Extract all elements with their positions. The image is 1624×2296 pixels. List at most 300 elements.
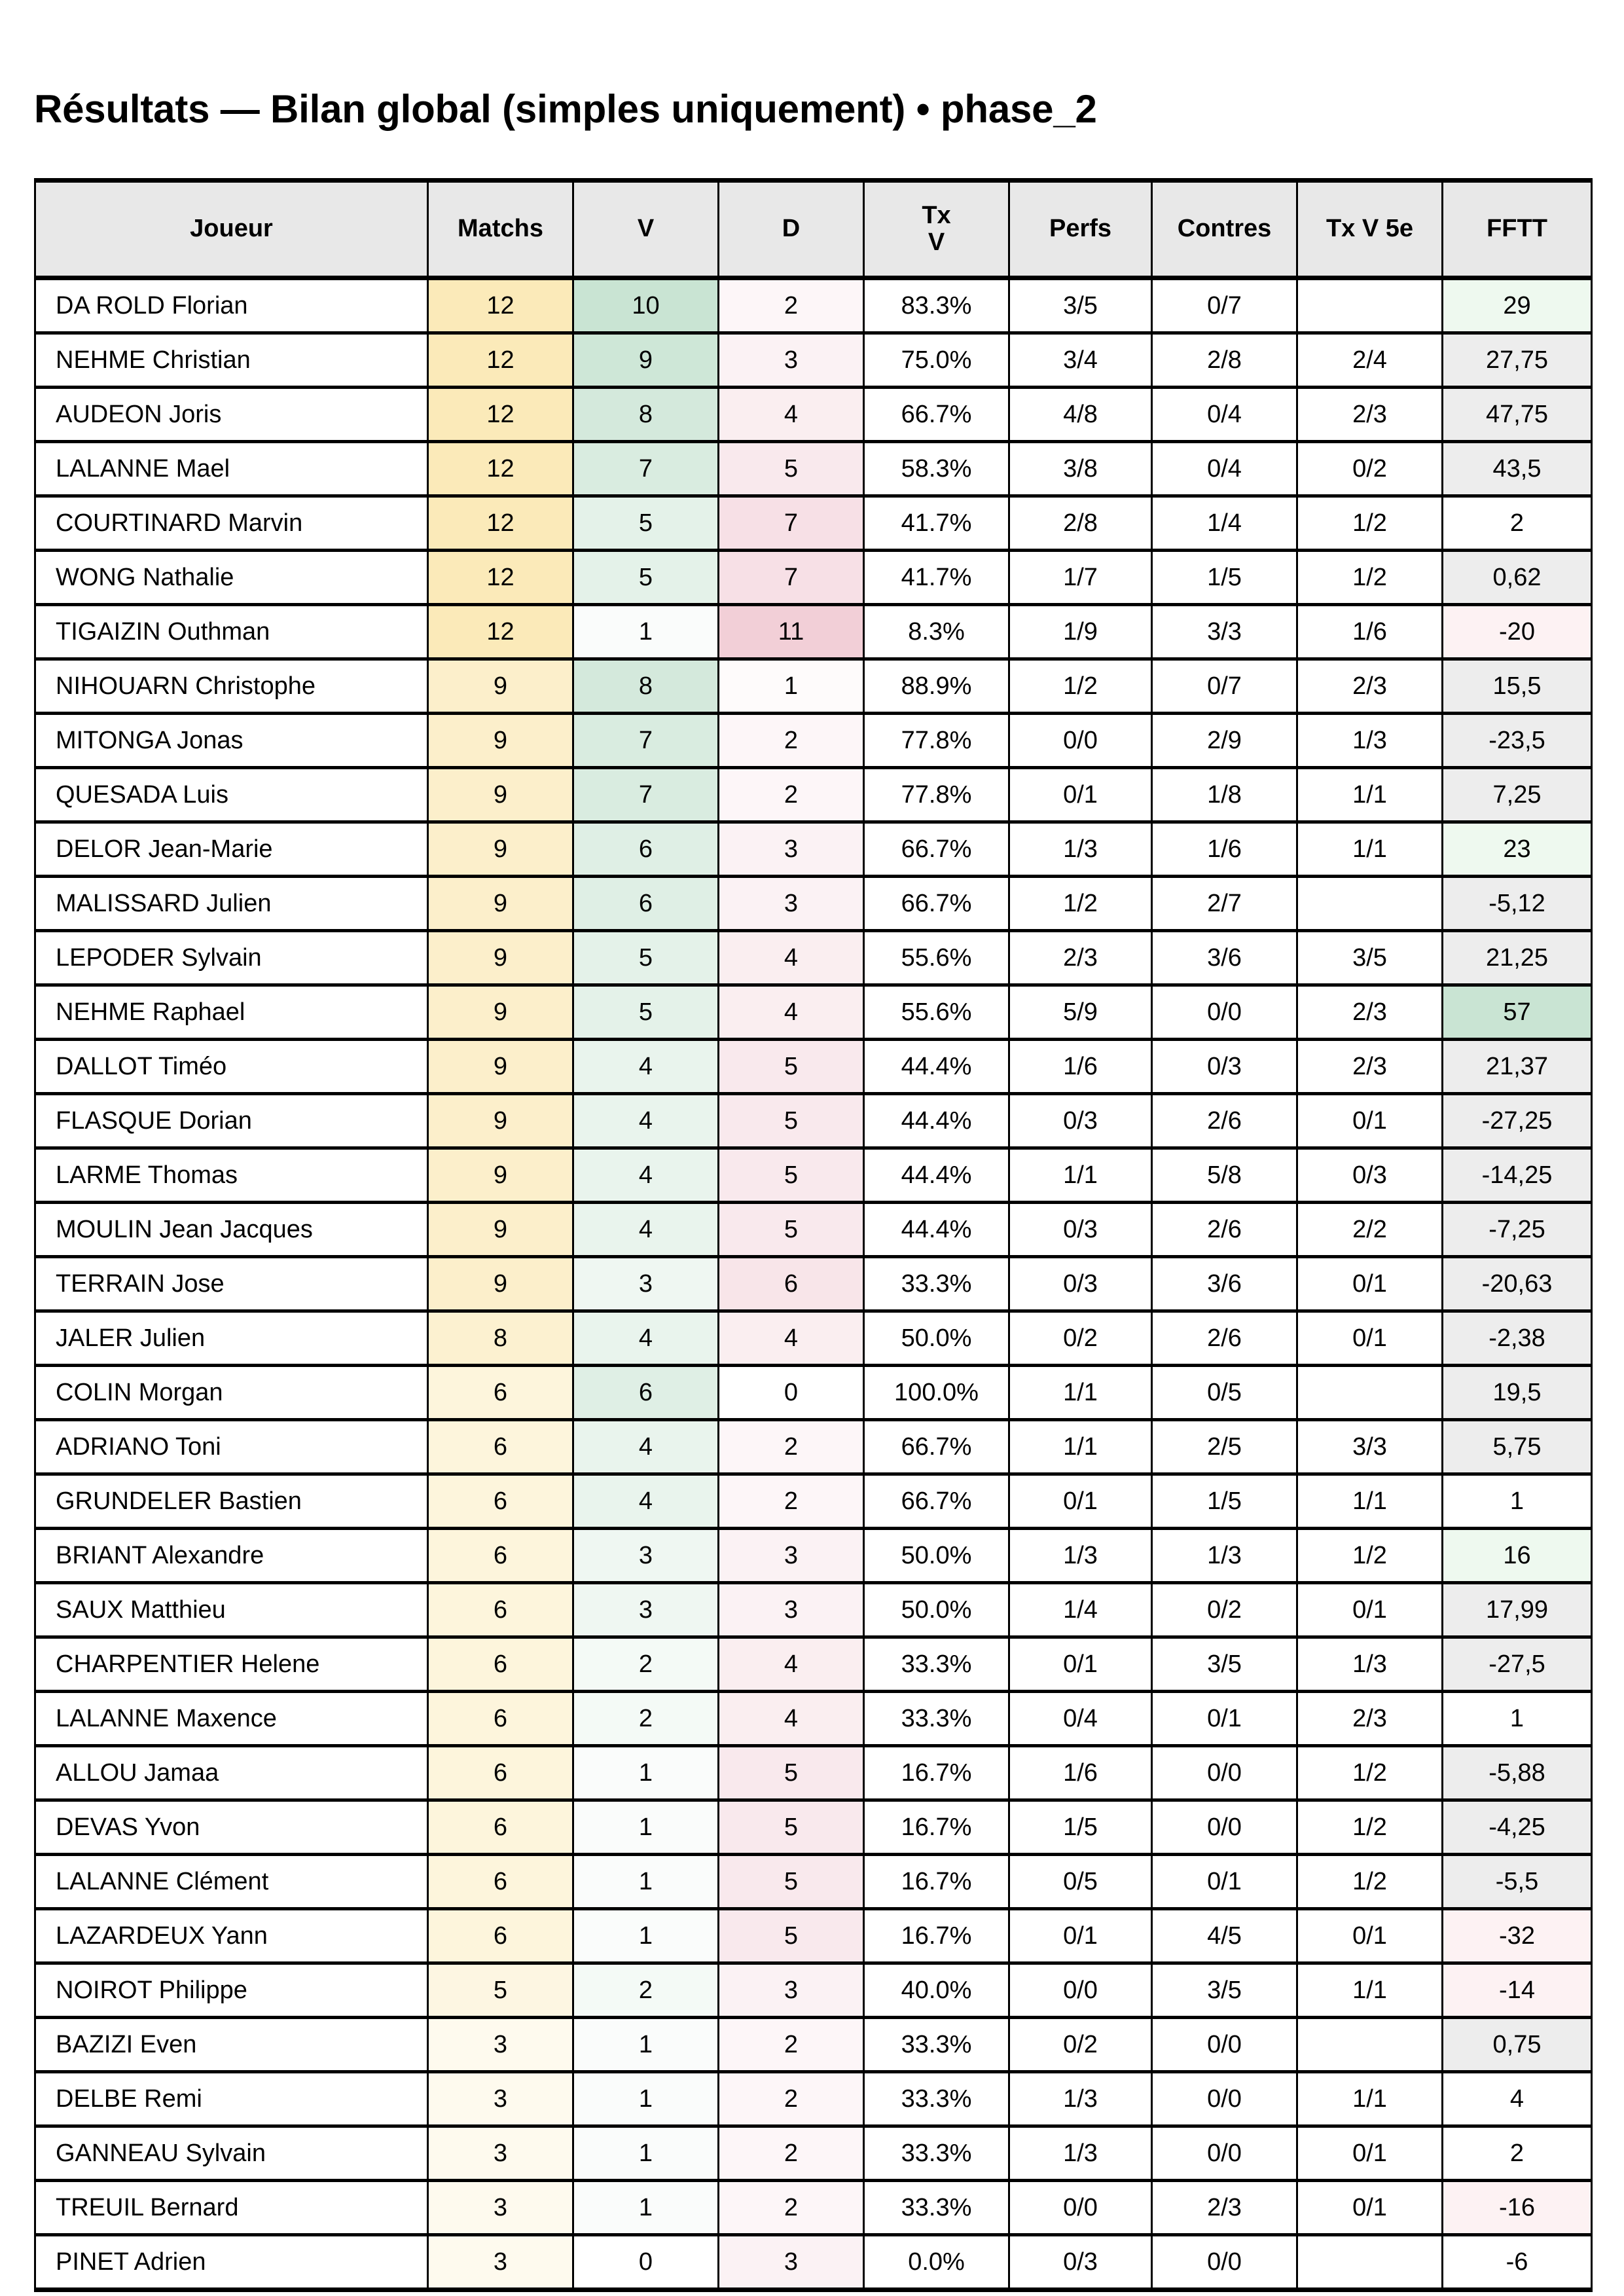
cell-tx-v-5e: 0/3 [1297, 1148, 1443, 1203]
cell-matchs: 5 [428, 1963, 573, 2018]
table-header [35, 181, 1592, 278]
results-table [34, 178, 1593, 2292]
cell-perfs: 1/3 [1009, 2126, 1152, 2181]
cell-tx-v-5e: 1/2 [1297, 1529, 1443, 1583]
cell-tx-v: 66.7% [864, 877, 1009, 931]
cell-tx-v-5e: 1/3 [1297, 714, 1443, 768]
column-header-tx-v-line1: Tx [922, 201, 951, 229]
cell-perfs: 1/4 [1009, 1583, 1152, 1637]
cell-fftt: -20,63 [1443, 1257, 1592, 1311]
table-row[interactable] [35, 2018, 1592, 2072]
cell-joueur: JALER Julien [35, 1311, 428, 1366]
cell-fftt: 47,75 [1443, 388, 1592, 442]
cell-contres: 2/7 [1152, 877, 1297, 931]
cell-perfs: 1/6 [1009, 1746, 1152, 1800]
cell-v: 5 [573, 985, 719, 1040]
cell-d: 2 [719, 2018, 864, 2072]
cell-d: 4 [719, 931, 864, 985]
cell-perfs: 0/1 [1009, 1637, 1152, 1692]
cell-tx-v: 33.3% [864, 1692, 1009, 1746]
cell-contres: 5/8 [1152, 1148, 1297, 1203]
cell-fftt: 21,37 [1443, 1040, 1592, 1094]
cell-contres: 0/2 [1152, 1583, 1297, 1637]
cell-perfs: 5/9 [1009, 985, 1152, 1040]
cell-joueur: BAZIZI Even [35, 2018, 428, 2072]
cell-v: 2 [573, 1692, 719, 1746]
table-row[interactable] [35, 333, 1592, 388]
cell-tx-v-5e: 3/5 [1297, 931, 1443, 985]
table-row[interactable] [35, 278, 1592, 333]
cell-joueur: LALANNE Mael [35, 442, 428, 496]
cell-fftt: -20 [1443, 605, 1592, 659]
cell-joueur: MALISSARD Julien [35, 877, 428, 931]
cell-joueur: COURTINARD Marvin [35, 496, 428, 551]
cell-contres: 0/0 [1152, 2126, 1297, 2181]
cell-perfs: 0/3 [1009, 2235, 1152, 2290]
cell-contres: 0/0 [1152, 2235, 1297, 2290]
cell-joueur: DA ROLD Florian [35, 278, 428, 333]
column-header-joueur[interactable]: Joueur [35, 181, 428, 278]
cell-d: 4 [719, 1692, 864, 1746]
cell-contres: 1/5 [1152, 551, 1297, 605]
cell-d: 2 [719, 2126, 864, 2181]
cell-d: 4 [719, 985, 864, 1040]
cell-tx-v-5e [1297, 1366, 1443, 1420]
cell-tx-v: 33.3% [864, 1257, 1009, 1311]
cell-perfs: 0/5 [1009, 1855, 1152, 1909]
cell-d: 5 [719, 1800, 864, 1855]
table-row[interactable] [35, 2072, 1592, 2126]
cell-contres: 1/4 [1152, 496, 1297, 551]
cell-fftt: 1 [1443, 1692, 1592, 1746]
cell-perfs: 0/3 [1009, 1257, 1152, 1311]
cell-fftt: -23,5 [1443, 714, 1592, 768]
cell-perfs: 1/9 [1009, 605, 1152, 659]
cell-contres: 1/6 [1152, 822, 1297, 877]
cell-perfs: 1/7 [1009, 551, 1152, 605]
cell-joueur: NEHME Raphael [35, 985, 428, 1040]
cell-tx-v: 40.0% [864, 1963, 1009, 2018]
cell-v: 2 [573, 1963, 719, 2018]
table-row[interactable] [35, 1148, 1592, 1203]
cell-v: 3 [573, 1257, 719, 1311]
cell-fftt: 15,5 [1443, 659, 1592, 714]
cell-d: 4 [719, 1637, 864, 1692]
table-row[interactable] [35, 1420, 1592, 1474]
cell-fftt: -5,88 [1443, 1746, 1592, 1800]
cell-contres: 0/7 [1152, 659, 1297, 714]
cell-tx-v-5e: 2/3 [1297, 1040, 1443, 1094]
cell-tx-v-5e: 1/1 [1297, 768, 1443, 822]
cell-perfs: 2/3 [1009, 931, 1152, 985]
table-row[interactable] [35, 1583, 1592, 1637]
table-row[interactable] [35, 1963, 1592, 2018]
cell-matchs: 12 [428, 442, 573, 496]
cell-joueur: MITONGA Jonas [35, 714, 428, 768]
table-row[interactable] [35, 2181, 1592, 2235]
table-row[interactable] [35, 388, 1592, 442]
cell-d: 5 [719, 1746, 864, 1800]
cell-joueur: ALLOU Jamaa [35, 1746, 428, 1800]
table-row[interactable] [35, 1909, 1592, 1963]
cell-tx-v-5e: 1/1 [1297, 1474, 1443, 1529]
cell-tx-v-5e: 2/4 [1297, 333, 1443, 388]
cell-tx-v: 33.3% [864, 1637, 1009, 1692]
cell-tx-v: 66.7% [864, 822, 1009, 877]
table-row[interactable] [35, 2126, 1592, 2181]
cell-contres: 2/6 [1152, 1094, 1297, 1148]
cell-fftt: -32 [1443, 1909, 1592, 1963]
cell-matchs: 9 [428, 1257, 573, 1311]
cell-tx-v: 16.7% [864, 1746, 1009, 1800]
cell-d: 3 [719, 333, 864, 388]
cell-tx-v-5e: 0/1 [1297, 1909, 1443, 1963]
cell-joueur: TREUIL Bernard [35, 2181, 428, 2235]
cell-d: 3 [719, 1529, 864, 1583]
cell-perfs: 4/8 [1009, 388, 1152, 442]
cell-fftt: 16 [1443, 1529, 1592, 1583]
table-row[interactable] [35, 659, 1592, 714]
cell-joueur: SAUX Matthieu [35, 1583, 428, 1637]
cell-tx-v-5e: 1/3 [1297, 1637, 1443, 1692]
cell-tx-v-5e: 0/1 [1297, 1094, 1443, 1148]
column-header-tx-v-5e[interactable]: Tx V 5e [1297, 181, 1443, 278]
cell-fftt: 21,25 [1443, 931, 1592, 985]
cell-fftt: -7,25 [1443, 1203, 1592, 1257]
cell-contres: 3/5 [1152, 1637, 1297, 1692]
cell-contres: 3/3 [1152, 605, 1297, 659]
cell-perfs: 1/2 [1009, 877, 1152, 931]
cell-matchs: 9 [428, 877, 573, 931]
cell-tx-v-5e: 0/1 [1297, 1583, 1443, 1637]
cell-fftt: -16 [1443, 2181, 1592, 2235]
cell-v: 2 [573, 1637, 719, 1692]
column-header-contres[interactable]: Contres [1152, 181, 1297, 278]
cell-v: 6 [573, 1366, 719, 1420]
cell-perfs: 0/1 [1009, 768, 1152, 822]
column-header-fftt[interactable]: FFTT [1443, 181, 1592, 278]
cell-contres: 0/4 [1152, 442, 1297, 496]
cell-tx-v: 44.4% [864, 1040, 1009, 1094]
cell-tx-v: 16.7% [864, 1855, 1009, 1909]
cell-fftt: -27,5 [1443, 1637, 1592, 1692]
column-header-tx-v-line2: V [928, 228, 945, 256]
cell-tx-v: 33.3% [864, 2126, 1009, 2181]
cell-joueur: MOULIN Jean Jacques [35, 1203, 428, 1257]
cell-v: 1 [573, 1855, 719, 1909]
cell-fftt: 7,25 [1443, 768, 1592, 822]
cell-joueur: DELBE Remi [35, 2072, 428, 2126]
cell-matchs: 6 [428, 1855, 573, 1909]
cell-perfs: 1/3 [1009, 2072, 1152, 2126]
cell-v: 4 [573, 1311, 719, 1366]
cell-d: 7 [719, 551, 864, 605]
cell-d: 2 [719, 1474, 864, 1529]
cell-perfs: 0/1 [1009, 1909, 1152, 1963]
cell-fftt: -4,25 [1443, 1800, 1592, 1855]
cell-tx-v: 100.0% [864, 1366, 1009, 1420]
cell-joueur: DELOR Jean-Marie [35, 822, 428, 877]
cell-perfs: 1/2 [1009, 659, 1152, 714]
table-row[interactable] [35, 822, 1592, 877]
cell-tx-v-5e [1297, 2018, 1443, 2072]
cell-fftt: 2 [1443, 496, 1592, 551]
cell-perfs: 0/1 [1009, 1474, 1152, 1529]
cell-tx-v: 55.6% [864, 931, 1009, 985]
cell-perfs: 1/6 [1009, 1040, 1152, 1094]
cell-v: 8 [573, 659, 719, 714]
cell-joueur: NOIROT Philippe [35, 1963, 428, 2018]
cell-fftt: 57 [1443, 985, 1592, 1040]
column-header-tx-v[interactable] [864, 181, 1009, 278]
cell-matchs: 12 [428, 551, 573, 605]
cell-d: 2 [719, 768, 864, 822]
cell-perfs: 0/3 [1009, 1203, 1152, 1257]
cell-perfs: 2/8 [1009, 496, 1152, 551]
cell-contres: 0/1 [1152, 1855, 1297, 1909]
cell-matchs: 12 [428, 333, 573, 388]
cell-v: 8 [573, 388, 719, 442]
table-row[interactable] [35, 1692, 1592, 1746]
cell-fftt: 2 [1443, 2126, 1592, 2181]
table-row[interactable] [35, 714, 1592, 768]
column-header-matchs[interactable]: Matchs [428, 181, 573, 278]
cell-tx-v-5e [1297, 278, 1443, 333]
cell-matchs: 9 [428, 768, 573, 822]
cell-d: 2 [719, 714, 864, 768]
cell-v: 4 [573, 1094, 719, 1148]
table-row[interactable] [35, 1311, 1592, 1366]
cell-d: 7 [719, 496, 864, 551]
table-row[interactable] [35, 1529, 1592, 1583]
cell-joueur: BRIANT Alexandre [35, 1529, 428, 1583]
cell-matchs: 12 [428, 278, 573, 333]
table-row[interactable] [35, 768, 1592, 822]
cell-d: 3 [719, 877, 864, 931]
table-row[interactable] [35, 442, 1592, 496]
cell-tx-v-5e [1297, 2235, 1443, 2290]
cell-perfs: 1/1 [1009, 1366, 1152, 1420]
cell-tx-v: 44.4% [864, 1094, 1009, 1148]
table-body [35, 278, 1592, 2290]
table-row[interactable] [35, 551, 1592, 605]
cell-tx-v: 44.4% [864, 1203, 1009, 1257]
cell-d: 3 [719, 1963, 864, 2018]
cell-contres: 1/8 [1152, 768, 1297, 822]
cell-fftt: 23 [1443, 822, 1592, 877]
cell-perfs: 1/1 [1009, 1420, 1152, 1474]
table-row[interactable] [35, 1637, 1592, 1692]
table-row[interactable] [35, 1855, 1592, 1909]
cell-fftt: 0,62 [1443, 551, 1592, 605]
cell-joueur: COLIN Morgan [35, 1366, 428, 1420]
cell-perfs: 0/0 [1009, 2181, 1152, 2235]
cell-tx-v: 0.0% [864, 2235, 1009, 2290]
cell-tx-v: 16.7% [864, 1800, 1009, 1855]
cell-matchs: 6 [428, 1583, 573, 1637]
cell-fftt: 29 [1443, 278, 1592, 333]
cell-tx-v-5e: 0/1 [1297, 2181, 1443, 2235]
cell-matchs: 3 [428, 2018, 573, 2072]
cell-d: 5 [719, 1094, 864, 1148]
cell-d: 5 [719, 1040, 864, 1094]
cell-v: 4 [573, 1040, 719, 1094]
cell-d: 2 [719, 2181, 864, 2235]
cell-d: 5 [719, 1148, 864, 1203]
cell-matchs: 6 [428, 1474, 573, 1529]
cell-v: 1 [573, 1746, 719, 1800]
cell-matchs: 6 [428, 1746, 573, 1800]
cell-joueur: GANNEAU Sylvain [35, 2126, 428, 2181]
cell-v: 4 [573, 1420, 719, 1474]
cell-matchs: 9 [428, 714, 573, 768]
cell-tx-v: 50.0% [864, 1311, 1009, 1366]
cell-d: 5 [719, 1909, 864, 1963]
cell-fftt: -27,25 [1443, 1094, 1592, 1148]
results-table-container [34, 178, 1591, 2292]
cell-tx-v-5e: 2/3 [1297, 388, 1443, 442]
table-row[interactable] [35, 1257, 1592, 1311]
cell-contres: 3/5 [1152, 1963, 1297, 2018]
cell-v: 5 [573, 551, 719, 605]
cell-v: 7 [573, 768, 719, 822]
cell-joueur: NEHME Christian [35, 333, 428, 388]
cell-contres: 0/0 [1152, 2072, 1297, 2126]
cell-tx-v-5e: 2/3 [1297, 1692, 1443, 1746]
cell-contres: 0/0 [1152, 985, 1297, 1040]
table-row[interactable] [35, 1474, 1592, 1529]
cell-tx-v-5e: 1/2 [1297, 496, 1443, 551]
cell-v: 1 [573, 2181, 719, 2235]
table-row[interactable] [35, 1746, 1592, 1800]
cell-contres: 0/1 [1152, 1692, 1297, 1746]
cell-joueur: LALANNE Maxence [35, 1692, 428, 1746]
cell-v: 4 [573, 1148, 719, 1203]
cell-d: 2 [719, 1420, 864, 1474]
cell-tx-v: 33.3% [864, 2072, 1009, 2126]
cell-tx-v-5e: 1/1 [1297, 1963, 1443, 2018]
cell-fftt: 19,5 [1443, 1366, 1592, 1420]
cell-joueur: CHARPENTIER Helene [35, 1637, 428, 1692]
table-row[interactable] [35, 2235, 1592, 2290]
cell-joueur: DALLOT Timéo [35, 1040, 428, 1094]
cell-joueur: NIHOUARN Christophe [35, 659, 428, 714]
cell-tx-v-5e: 1/2 [1297, 1800, 1443, 1855]
cell-tx-v-5e: 0/1 [1297, 1257, 1443, 1311]
cell-joueur: DEVAS Yvon [35, 1800, 428, 1855]
cell-d: 5 [719, 442, 864, 496]
cell-tx-v: 66.7% [864, 1474, 1009, 1529]
cell-d: 3 [719, 2235, 864, 2290]
column-header-perfs[interactable]: Perfs [1009, 181, 1152, 278]
column-header-v[interactable]: V [573, 181, 719, 278]
table-row[interactable] [35, 1800, 1592, 1855]
cell-v: 5 [573, 931, 719, 985]
cell-tx-v-5e: 0/1 [1297, 1311, 1443, 1366]
cell-contres: 0/0 [1152, 2018, 1297, 2072]
cell-matchs: 9 [428, 1094, 573, 1148]
cell-fftt: 27,75 [1443, 333, 1592, 388]
cell-d: 0 [719, 1366, 864, 1420]
cell-tx-v: 83.3% [864, 278, 1009, 333]
table-row[interactable] [35, 1040, 1592, 1094]
cell-matchs: 9 [428, 822, 573, 877]
cell-v: 1 [573, 2126, 719, 2181]
cell-tx-v: 16.7% [864, 1909, 1009, 1963]
cell-tx-v: 58.3% [864, 442, 1009, 496]
cell-v: 1 [573, 605, 719, 659]
cell-matchs: 8 [428, 1311, 573, 1366]
cell-v: 0 [573, 2235, 719, 2290]
table-row[interactable] [35, 931, 1592, 985]
cell-perfs: 3/4 [1009, 333, 1152, 388]
table-row[interactable] [35, 1094, 1592, 1148]
cell-perfs: 3/5 [1009, 278, 1152, 333]
cell-tx-v: 77.8% [864, 714, 1009, 768]
table-row[interactable] [35, 877, 1592, 931]
cell-v: 1 [573, 2018, 719, 2072]
cell-matchs: 9 [428, 1040, 573, 1094]
cell-tx-v: 66.7% [864, 1420, 1009, 1474]
cell-v: 3 [573, 1529, 719, 1583]
cell-fftt: 5,75 [1443, 1420, 1592, 1474]
cell-matchs: 6 [428, 1800, 573, 1855]
cell-d: 4 [719, 1311, 864, 1366]
cell-perfs: 1/1 [1009, 1148, 1152, 1203]
cell-joueur: QUESADA Luis [35, 768, 428, 822]
cell-perfs: 0/0 [1009, 1963, 1152, 2018]
cell-v: 1 [573, 1800, 719, 1855]
cell-fftt: 43,5 [1443, 442, 1592, 496]
cell-v: 4 [573, 1474, 719, 1529]
cell-v: 1 [573, 2072, 719, 2126]
table-row[interactable] [35, 1366, 1592, 1420]
cell-contres: 0/4 [1152, 388, 1297, 442]
cell-matchs: 12 [428, 388, 573, 442]
table-row[interactable] [35, 605, 1592, 659]
cell-joueur: LALANNE Clément [35, 1855, 428, 1909]
cell-matchs: 6 [428, 1909, 573, 1963]
cell-contres: 0/7 [1152, 278, 1297, 333]
cell-matchs: 6 [428, 1420, 573, 1474]
cell-fftt: -14 [1443, 1963, 1592, 2018]
cell-perfs: 0/3 [1009, 1094, 1152, 1148]
cell-tx-v-5e: 2/2 [1297, 1203, 1443, 1257]
cell-tx-v: 75.0% [864, 333, 1009, 388]
cell-contres: 2/3 [1152, 2181, 1297, 2235]
cell-matchs: 3 [428, 2181, 573, 2235]
cell-tx-v: 33.3% [864, 2018, 1009, 2072]
cell-tx-v: 8.3% [864, 605, 1009, 659]
cell-v: 7 [573, 442, 719, 496]
cell-perfs: 1/3 [1009, 1529, 1152, 1583]
cell-tx-v: 44.4% [864, 1148, 1009, 1203]
cell-tx-v-5e: 1/1 [1297, 2072, 1443, 2126]
cell-matchs: 9 [428, 1203, 573, 1257]
cell-tx-v-5e: 2/3 [1297, 985, 1443, 1040]
cell-tx-v: 88.9% [864, 659, 1009, 714]
cell-tx-v: 41.7% [864, 551, 1009, 605]
table-row[interactable] [35, 1203, 1592, 1257]
cell-d: 6 [719, 1257, 864, 1311]
table-row[interactable] [35, 985, 1592, 1040]
cell-contres: 0/0 [1152, 1746, 1297, 1800]
table-row[interactable] [35, 496, 1592, 551]
cell-tx-v-5e: 1/2 [1297, 551, 1443, 605]
cell-d: 1 [719, 659, 864, 714]
column-header-d[interactable]: D [719, 181, 864, 278]
header-row [35, 181, 1592, 278]
